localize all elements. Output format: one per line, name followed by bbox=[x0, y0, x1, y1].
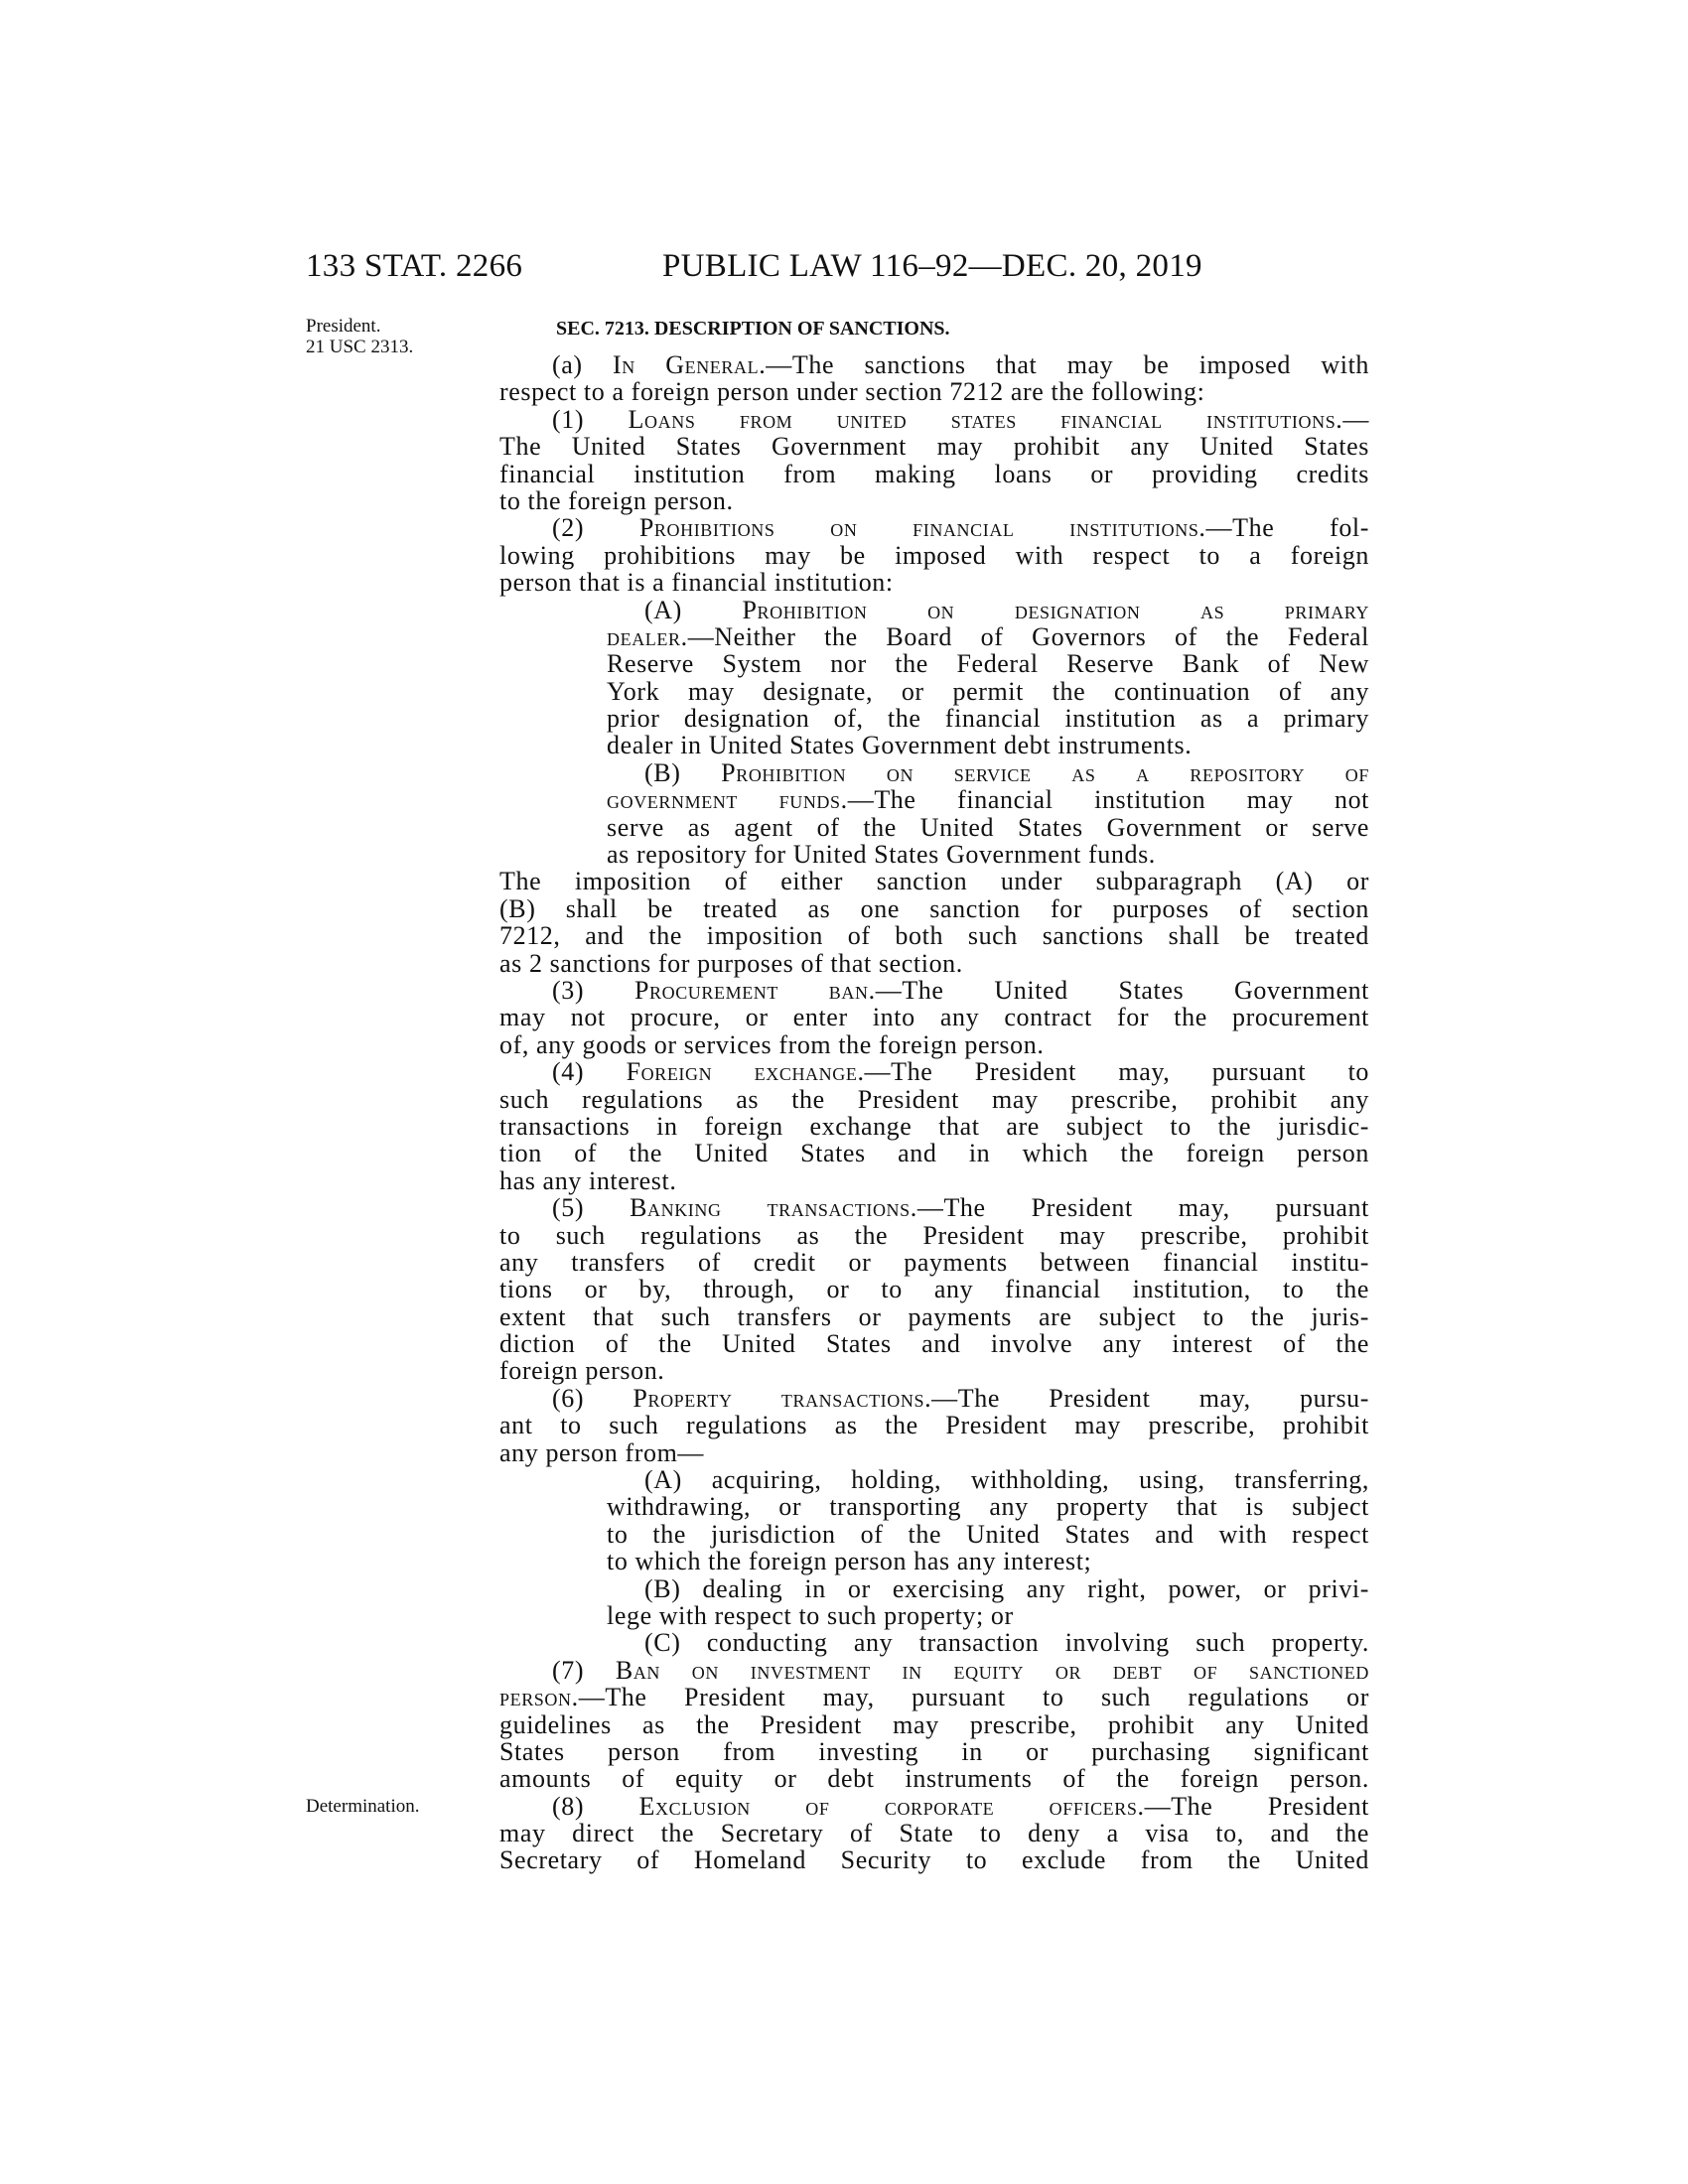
paragraph-heading: Banking transactions.— bbox=[630, 1193, 944, 1223]
line-text: The President may, pursuant to such regulations or bbox=[605, 1683, 1369, 1712]
text-line bbox=[644, 1575, 1369, 1602]
line-text: guidelines as the President may prescribe, prohibit any United bbox=[499, 1709, 1369, 1739]
text-line bbox=[644, 1466, 1369, 1493]
paragraph-heading: In General.— bbox=[613, 350, 792, 379]
text-line bbox=[499, 1222, 1369, 1249]
paragraph-number: (2) bbox=[552, 513, 639, 543]
line-text: (B) dealing in or exercising any right, power, or privi- bbox=[644, 1573, 1369, 1603]
text-line bbox=[499, 895, 1369, 922]
line-text: may direct the Secretary of State to deny a visa to, and the bbox=[499, 1819, 1369, 1848]
text-line bbox=[552, 1385, 1369, 1412]
text-line bbox=[499, 950, 1369, 977]
line-text: The United States Government may prohibit any United States bbox=[499, 432, 1369, 462]
paragraph-heading: Prohibition on designation as primary bbox=[742, 595, 1369, 624]
line-text: The President may, pursuant bbox=[943, 1193, 1369, 1223]
line-text: The sanctions that may be imposed with bbox=[791, 350, 1369, 379]
line-text: lowing prohibitions may be imposed with respect to a foreign bbox=[499, 540, 1369, 570]
line-text: serve as agent of the United States Government or serve bbox=[607, 812, 1369, 842]
line-text: 7212, and the imposition of both such sanctions shall be treated bbox=[499, 921, 1369, 951]
line-text: The President may, pursu- bbox=[957, 1383, 1370, 1413]
text-line bbox=[607, 841, 1369, 868]
line-text: as repository for United States Government funds. bbox=[607, 840, 1156, 870]
line-text: financial institution from making loans or providing credits bbox=[499, 459, 1369, 488]
paragraph-number: (7) bbox=[552, 1655, 616, 1685]
line-text: The President may, pursuant to bbox=[891, 1057, 1369, 1087]
section-body bbox=[499, 351, 1369, 1874]
text-line bbox=[499, 922, 1369, 949]
text-line bbox=[499, 1439, 1369, 1466]
line-text: to the jurisdiction of the United States and with respect bbox=[607, 1519, 1369, 1549]
text-line bbox=[607, 1602, 1369, 1629]
line-text: Secretary of Homeland Security to exclude from the United bbox=[499, 1845, 1369, 1875]
text-line bbox=[552, 514, 1369, 541]
text-line bbox=[552, 1793, 1369, 1820]
line-text: as 2 sanctions for purposes of that section. bbox=[499, 948, 963, 978]
text-line bbox=[644, 1629, 1369, 1656]
line-text: lege with respect to such property; or bbox=[607, 1600, 1014, 1630]
text-line bbox=[499, 1031, 1369, 1058]
text-line bbox=[499, 433, 1369, 460]
text-line bbox=[499, 1167, 1369, 1194]
statute-page-number: 133 STAT. 2266 bbox=[306, 248, 523, 284]
line-text: Reserve System nor the Federal Reserve Bank of New bbox=[607, 649, 1369, 679]
paragraph-number: (4) bbox=[552, 1057, 627, 1087]
text-line bbox=[499, 1738, 1369, 1765]
text-line bbox=[607, 732, 1369, 758]
text-line bbox=[552, 351, 1369, 378]
line-text: The United States Government bbox=[902, 975, 1370, 1005]
line-text: to the foreign person. bbox=[499, 485, 734, 515]
text-line bbox=[607, 623, 1369, 650]
line-text: any transfers of credit or payments between financial institu- bbox=[499, 1247, 1369, 1277]
text-line bbox=[499, 569, 1369, 596]
line-text: tion of the United States and in which the foreign person bbox=[499, 1139, 1369, 1168]
paragraph-heading: Foreign exchange.— bbox=[626, 1057, 892, 1087]
paragraph-number: (B) bbox=[644, 757, 722, 787]
paragraph-number: (1) bbox=[552, 404, 629, 434]
paragraph-heading: Property transactions.— bbox=[633, 1383, 958, 1413]
text-line bbox=[499, 1357, 1369, 1384]
text-line bbox=[607, 705, 1369, 732]
line-text: of, any goods or services from the foreign person. bbox=[499, 1029, 1045, 1059]
text-line bbox=[499, 1330, 1369, 1357]
text-line bbox=[644, 597, 1369, 623]
line-text: extent that such transfers or payments are subject to the juris- bbox=[499, 1301, 1369, 1331]
text-line bbox=[499, 1113, 1369, 1140]
text-line bbox=[499, 868, 1369, 894]
text-line bbox=[499, 1765, 1369, 1792]
text-line bbox=[499, 1711, 1369, 1738]
text-line bbox=[552, 406, 1369, 433]
line-text: may not procure, or enter into any contract for the procurement bbox=[499, 1003, 1369, 1032]
paragraph-number: (A) bbox=[644, 595, 743, 624]
section-heading: SEC. 7213. DESCRIPTION OF SANCTIONS. bbox=[556, 318, 950, 340]
paragraph-heading: Prohibition on service as a repository of bbox=[721, 757, 1370, 787]
line-text: any person from— bbox=[499, 1437, 704, 1467]
text-line bbox=[499, 1276, 1369, 1302]
line-text: States person from investing in or purchasing significant bbox=[499, 1736, 1369, 1766]
line-text: tions or by, through, or to any financial institution, to the bbox=[499, 1275, 1369, 1304]
line-text: diction of the United States and involve any interest of the bbox=[499, 1329, 1369, 1359]
text-line bbox=[607, 1521, 1369, 1548]
running-header: PUBLIC LAW 116–92—DEC. 20, 2019 bbox=[662, 248, 1202, 284]
margin-note-usc: 21 USC 2313. bbox=[306, 337, 414, 357]
paragraph-number: (3) bbox=[552, 975, 634, 1005]
text-line bbox=[552, 1657, 1369, 1684]
text-line bbox=[499, 542, 1369, 569]
text-line bbox=[552, 1058, 1369, 1085]
line-text: ant to such regulations as the President may prescribe, prohibit bbox=[499, 1411, 1369, 1440]
text-line bbox=[607, 1493, 1369, 1520]
text-line bbox=[607, 814, 1369, 841]
text-line bbox=[552, 977, 1369, 1004]
line-text: (A) acquiring, holding, withholding, using, transferring, bbox=[644, 1465, 1369, 1495]
text-line bbox=[499, 1846, 1369, 1873]
text-line bbox=[499, 1684, 1369, 1710]
paragraph-heading: dealer.— bbox=[607, 621, 715, 651]
line-text: Neither the Board of Governors of the Federal bbox=[714, 621, 1369, 651]
text-line bbox=[499, 1086, 1369, 1113]
paragraph-number: (8) bbox=[552, 1791, 639, 1821]
line-text: foreign person. bbox=[499, 1356, 665, 1386]
text-line bbox=[644, 759, 1369, 786]
line-text: transactions in foreign exchange that are subject to the jurisdic- bbox=[499, 1111, 1369, 1141]
line-text: (B) shall be treated as one sanction for purposes of section bbox=[499, 893, 1369, 923]
line-text: The imposition of either sanction under subparagraph (A) or bbox=[499, 867, 1369, 896]
text-line bbox=[499, 487, 1369, 514]
paragraph-heading: Prohibitions on financial institutions.— bbox=[638, 513, 1233, 543]
paragraph-heading: government funds.— bbox=[607, 785, 875, 815]
text-line bbox=[499, 1303, 1369, 1330]
text-line bbox=[607, 678, 1369, 705]
margin-note-determination: Determination. bbox=[306, 1796, 420, 1817]
line-text: has any interest. bbox=[499, 1165, 677, 1195]
line-text: to such regulations as the President may prescribe, prohibit bbox=[499, 1220, 1369, 1250]
text-line bbox=[552, 1194, 1369, 1221]
line-text: prior designation of, the financial institution as a primary bbox=[607, 704, 1369, 734]
line-text: The financial institution may not bbox=[874, 785, 1369, 815]
paragraph-heading: person.— bbox=[499, 1683, 606, 1712]
line-text: withdrawing, or transporting any property that is subject bbox=[607, 1492, 1369, 1522]
line-text: amounts of equity or debt instruments of the foreign person. bbox=[499, 1764, 1369, 1794]
line-text: The President bbox=[1171, 1791, 1369, 1821]
line-text: The fol- bbox=[1232, 513, 1370, 543]
line-text: York may designate, or permit the continuation of any bbox=[607, 676, 1369, 706]
paragraph-number: (a) bbox=[552, 350, 614, 379]
paragraph-heading: Loans from united states financial institutions.— bbox=[628, 404, 1370, 434]
paragraph-heading: Ban on investment in equity or debt of sanctioned bbox=[615, 1655, 1369, 1685]
line-text: (C) conducting any transaction involving such property. bbox=[644, 1628, 1369, 1658]
line-text: respect to a foreign person under section 7212 are the following: bbox=[499, 377, 1205, 407]
text-line bbox=[499, 461, 1369, 487]
text-line bbox=[499, 1140, 1369, 1166]
paragraph-number: (5) bbox=[552, 1193, 631, 1223]
line-text: person that is a financial institution: bbox=[499, 568, 894, 598]
text-line bbox=[607, 650, 1369, 677]
text-line bbox=[499, 1412, 1369, 1438]
text-line bbox=[607, 1548, 1369, 1574]
line-text: dealer in United States Government debt instruments. bbox=[607, 731, 1193, 760]
paragraph-heading: Exclusion of corporate officers.— bbox=[638, 1791, 1172, 1821]
text-line bbox=[607, 786, 1369, 813]
text-line bbox=[499, 1004, 1369, 1030]
text-line bbox=[499, 378, 1369, 405]
line-text: such regulations as the President may prescribe, prohibit any bbox=[499, 1084, 1369, 1114]
line-text: to which the foreign person has any interest; bbox=[607, 1547, 1092, 1576]
text-line bbox=[499, 1820, 1369, 1846]
paragraph-heading: Procurement ban.— bbox=[633, 975, 903, 1005]
paragraph-number: (6) bbox=[552, 1383, 633, 1413]
text-line bbox=[499, 1249, 1369, 1276]
margin-note-president: President. bbox=[306, 316, 381, 337]
